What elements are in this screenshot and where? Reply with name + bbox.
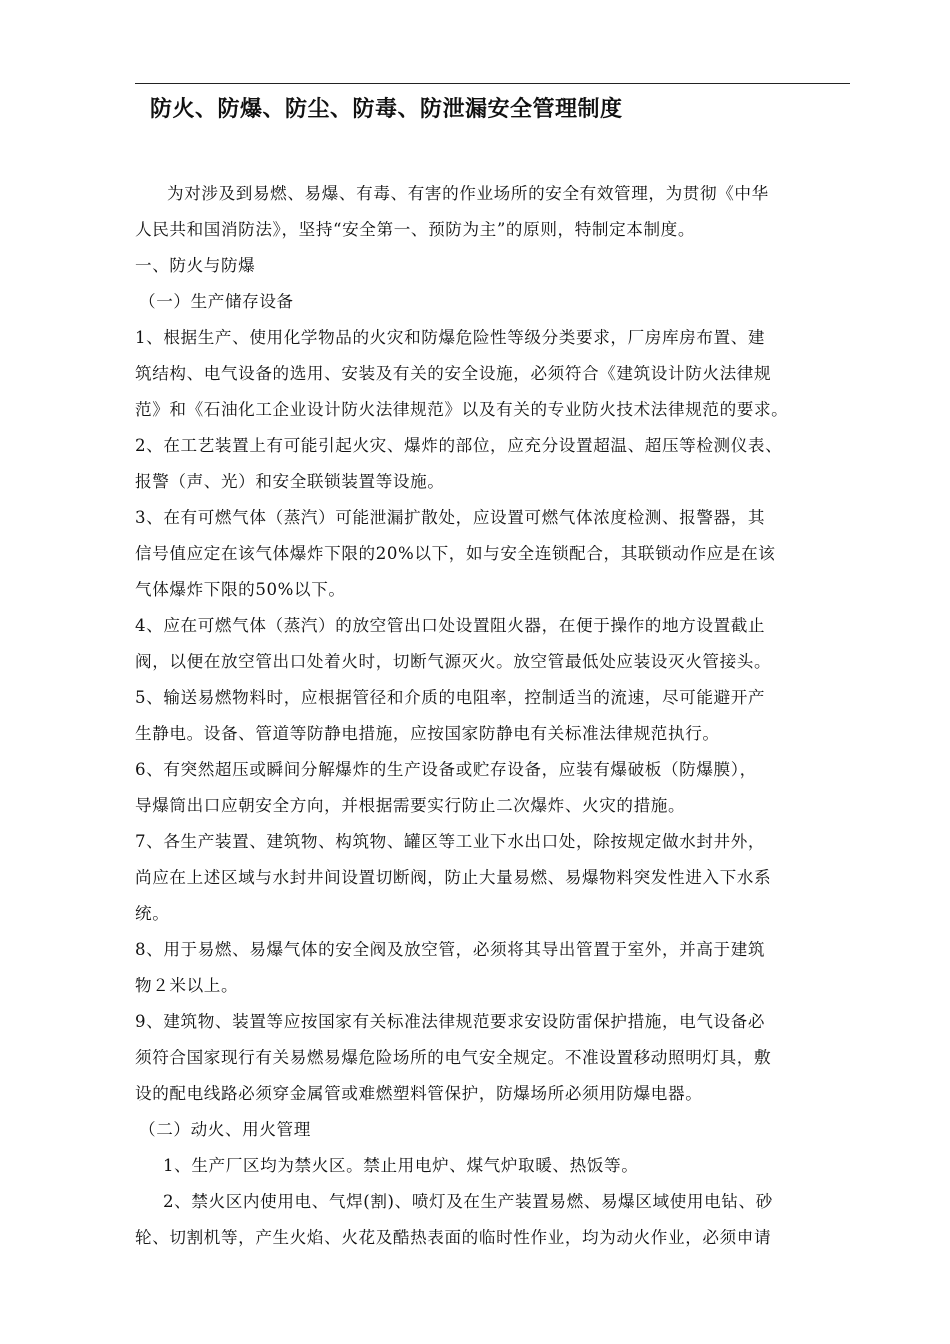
- fire-use-item-2-line-1: 2、禁火区内使用电、气焊(割)、喷灯及在生产装置易燃、易爆区域使用电钻、砂: [163, 1192, 773, 1211]
- intro-line-1: 为对涉及到易燃、易爆、有毒、有害的作业场所的安全有效管理，为贯彻《中华: [167, 184, 769, 203]
- header-rule: [135, 83, 850, 84]
- item-8-line-1: 8、用于易燃、易爆气体的安全阀及放空管，必须将其导出管置于室外，并高于建筑: [135, 940, 766, 959]
- fire-use-item-1: 1、生产厂区均为禁火区。禁止用电炉、煤气炉取暖、热饭等。: [163, 1156, 639, 1175]
- item-5-line-1: 5、输送易燃物料时，应根据管径和介质的电阻率，控制适当的流速，尽可能避开产: [135, 688, 766, 707]
- item-1-line-2: 筑结构、电气设备的选用、安装及有关的安全设施，必须符合《建筑设计防火法律规: [135, 364, 772, 383]
- subsection-heading-fire-use: （二）动火、用火管理: [139, 1120, 311, 1139]
- item-2-line-2: 报警（声、光）和安全联锁装置等设施。: [135, 472, 445, 491]
- item-3-line-1: 3、在有可燃气体（蒸汽）可能泄漏扩散处，应设置可燃气体浓度检测、报警器，其: [135, 508, 766, 527]
- document-body: [135, 176, 855, 1256]
- intro-line-2: 人民共和国消防法》，坚持“安全第一、预防为主”的原则，特制定本制度。: [135, 220, 696, 239]
- subsection-heading-equipment: （一）生产储存设备: [139, 292, 294, 311]
- item-9-line-3: 设的配电线路必须穿金属管或难燃塑料管保护，防爆场所必须用防爆电器。: [135, 1084, 703, 1103]
- item-9-line-1: 9、建筑物、装置等应按国家有关标准法律规范要求安设防雷保护措施，电气设备必: [135, 1012, 766, 1031]
- item-7-line-1: 7、各生产装置、建筑物、构筑物、罐区等工业下水出口处，除按规定做水封井外，: [135, 832, 766, 851]
- item-8-line-2: 物２米以上。: [135, 976, 239, 995]
- document-title: 防火、防爆、防尘、防毒、防泄漏安全管理制度: [150, 97, 623, 122]
- item-3-line-2: 信号值应定在该气体爆炸下限的20%以下，如与安全连锁配合，其联锁动作应是在该: [135, 544, 776, 563]
- item-1-line-3: 范》和《石油化工企业设计防火法律规范》以及有关的专业防火技术法律规范的要求。: [135, 400, 789, 419]
- item-4-line-1: 4、应在可燃气体（蒸汽）的放空管出口处设置阻火器，在便于操作的地方设置截止: [135, 616, 766, 635]
- item-6-line-2: 导爆筒出口应朝安全方向，并根据需要实行防止二次爆炸、火灾的措施。: [135, 796, 686, 815]
- item-1-line-1: 1、根据生产、使用化学物品的火灾和防爆危险性等级分类要求，厂房库房布置、建: [135, 328, 766, 347]
- item-6-line-1: 6、有突然超压或瞬间分解爆炸的生产设备或贮存设备，应装有爆破板（防爆膜），: [135, 760, 757, 779]
- item-2-line-1: 2、在工艺装置上有可能引起火灾、爆炸的部位，应充分设置超温、超压等检测仪表、: [135, 436, 783, 455]
- item-4-line-2: 阀，以便在放空管出口处着火时，切断气源灭火。放空管最低处应装设灭火管接头。: [135, 652, 772, 671]
- item-3-line-3: 气体爆炸下限的50%以下。: [135, 580, 346, 599]
- item-5-line-2: 生静电。设备、管道等防静电措施，应按国家防静电有关标准法律规范执行。: [135, 724, 720, 743]
- item-9-line-2: 须符合国家现行有关易燃易爆危险场所的电气安全规定。不准设置移动照明灯具，敷: [135, 1048, 772, 1067]
- fire-use-item-2-line-2: 轮、切割机等，产生火焰、火花及酷热表面的临时性作业，均为动火作业，必须申请: [135, 1228, 772, 1247]
- item-7-line-2: 尚应在上述区域与水封井间设置切断阀，防止大量易燃、易爆物料突发性进入下水系: [135, 868, 772, 887]
- item-7-line-3: 统。: [135, 904, 170, 923]
- section-heading-fire-explosion: 一、防火与防爆: [135, 256, 256, 275]
